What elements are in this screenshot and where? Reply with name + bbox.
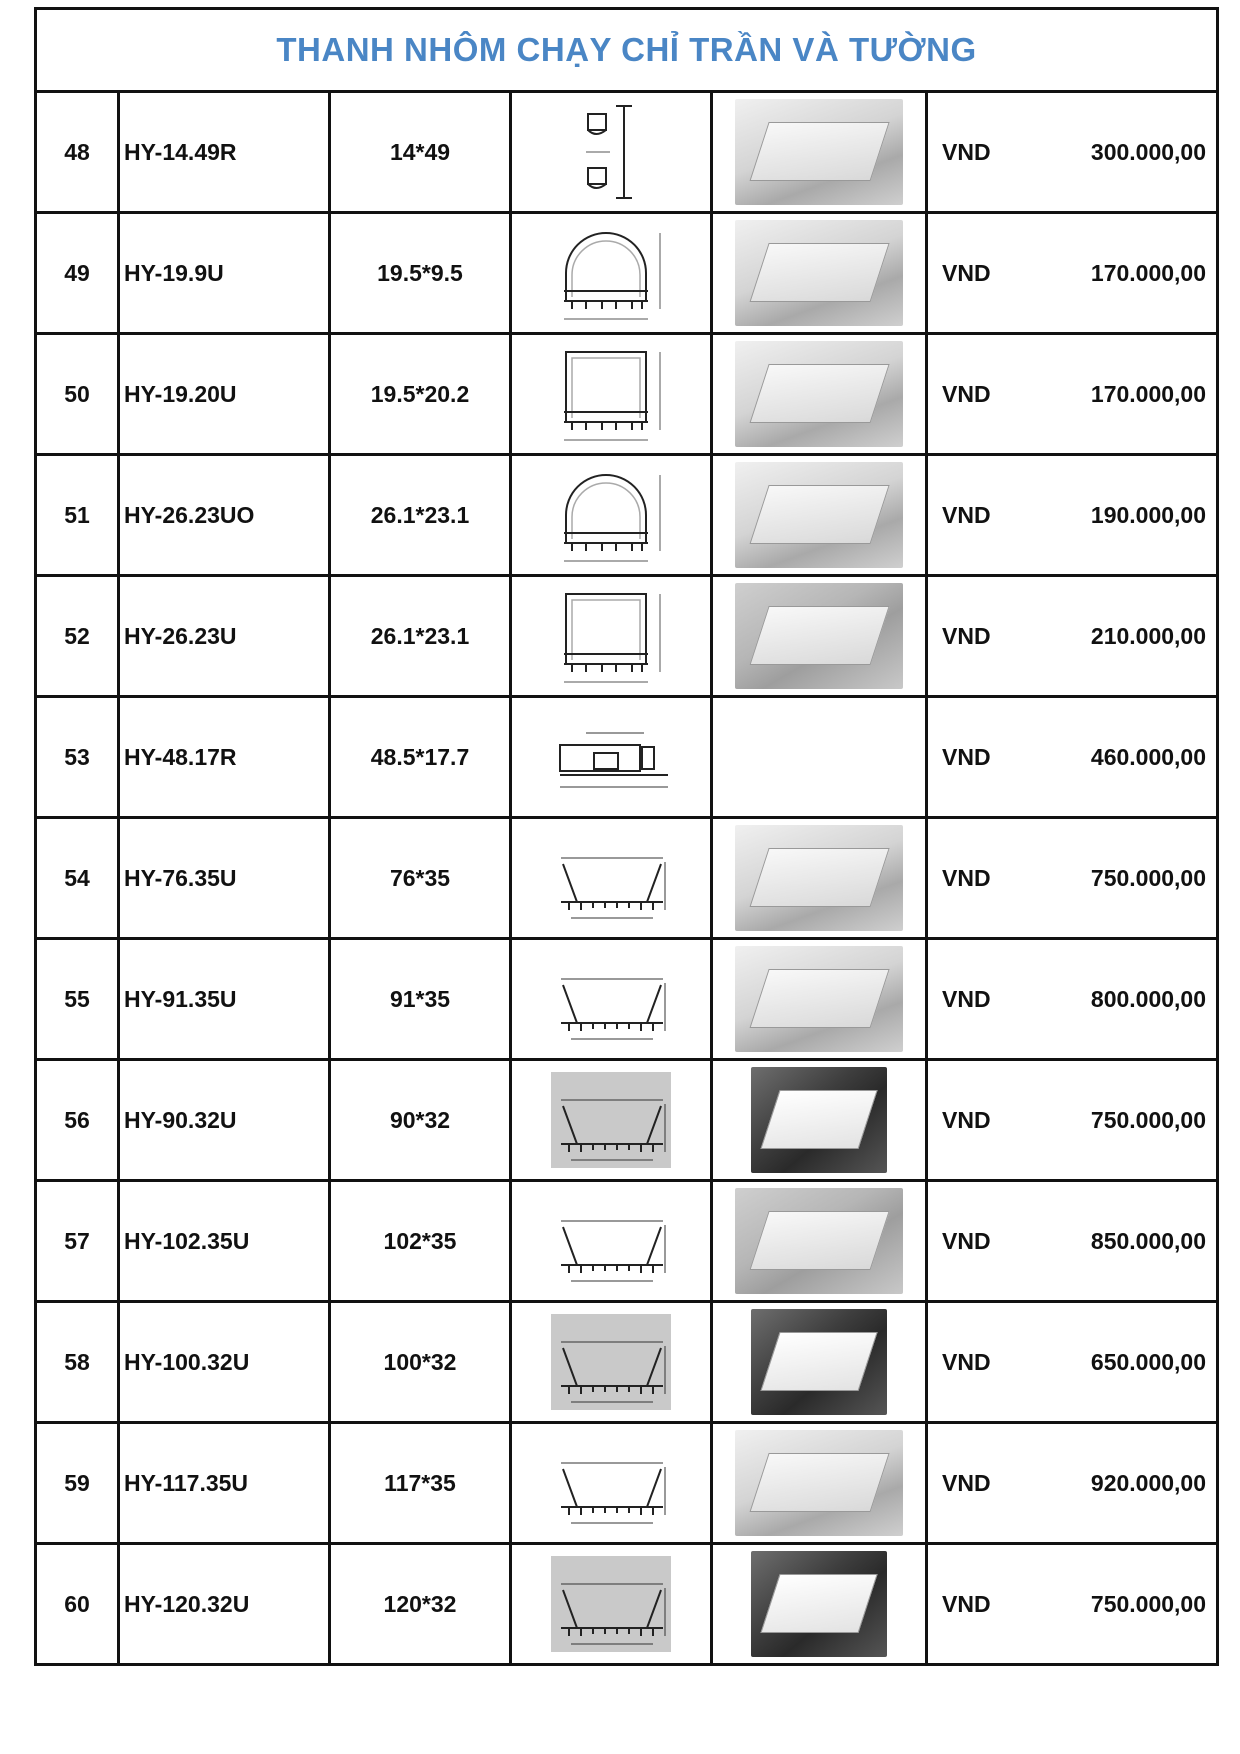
product-photo [712, 1181, 927, 1302]
table-row [36, 1423, 1218, 1544]
product-photo-image [751, 1067, 887, 1173]
profile-drawing-svg [552, 584, 670, 688]
profile-drawing-svg [551, 1435, 671, 1531]
item-size: 76*35 [330, 818, 511, 939]
price-table [34, 7, 1219, 1666]
item-number: 57 [36, 1181, 119, 1302]
profile-drawing [511, 576, 712, 697]
item-code: HY-14.49R [119, 92, 330, 213]
item-number: 48 [36, 92, 119, 213]
currency-label: VND [942, 985, 991, 1012]
item-code: HY-26.23UO [119, 455, 330, 576]
item-number: 58 [36, 1302, 119, 1423]
currency-label: VND [942, 743, 991, 770]
table-row [36, 1302, 1218, 1423]
profile-drawing [511, 334, 712, 455]
item-size: 91*35 [330, 939, 511, 1060]
product-photo [712, 1544, 927, 1665]
item-size: 26.1*23.1 [330, 576, 511, 697]
item-number: 55 [36, 939, 119, 1060]
profile-drawing-svg [552, 221, 670, 325]
table-row [36, 1181, 1218, 1302]
table-row [36, 213, 1218, 334]
profile-drawing-svg [551, 1193, 671, 1289]
item-number: 49 [36, 213, 119, 334]
product-photo-image [735, 583, 903, 689]
item-price [927, 576, 1218, 697]
item-code: HY-26.23U [119, 576, 330, 697]
product-photo [712, 576, 927, 697]
item-size: 100*32 [330, 1302, 511, 1423]
item-number: 54 [36, 818, 119, 939]
profile-drawing [511, 1181, 712, 1302]
item-size: 19.5*20.2 [330, 334, 511, 455]
item-number: 51 [36, 455, 119, 576]
product-photo [712, 1060, 927, 1181]
product-photo-image [735, 946, 903, 1052]
price-value: 800.000,00 [1090, 985, 1207, 1012]
table-row [36, 939, 1218, 1060]
product-photo-image [751, 1551, 887, 1657]
item-size: 48.5*17.7 [330, 697, 511, 818]
price-value: 750.000,00 [1090, 864, 1207, 891]
product-photo-image [735, 1188, 903, 1294]
item-price [927, 92, 1218, 213]
product-photo [712, 818, 927, 939]
item-price [927, 818, 1218, 939]
profile-drawing-svg [551, 1556, 671, 1652]
item-price [927, 1060, 1218, 1181]
product-photo [712, 334, 927, 455]
profile-drawing-svg [552, 463, 670, 567]
price-sheet [34, 7, 1216, 1666]
item-price [927, 1544, 1218, 1665]
item-size: 102*35 [330, 1181, 511, 1302]
item-price [927, 1302, 1218, 1423]
currency-label: VND [942, 1590, 991, 1617]
table-row [36, 818, 1218, 939]
price-value: 190.000,00 [1090, 501, 1207, 528]
item-price [927, 939, 1218, 1060]
product-photo-image [735, 99, 903, 205]
item-number: 52 [36, 576, 119, 697]
item-price [927, 455, 1218, 576]
price-value: 300.000,00 [1090, 138, 1207, 165]
currency-label: VND [942, 864, 991, 891]
product-photo-image [735, 825, 903, 931]
item-price [927, 1423, 1218, 1544]
profile-drawing [511, 697, 712, 818]
currency-label: VND [942, 380, 991, 407]
product-photo [712, 1423, 927, 1544]
profile-drawing-svg [552, 342, 670, 446]
table-row [36, 576, 1218, 697]
profile-drawing [511, 1060, 712, 1181]
profile-drawing [511, 1544, 712, 1665]
item-size: 120*32 [330, 1544, 511, 1665]
item-price [927, 1181, 1218, 1302]
price-value: 750.000,00 [1090, 1590, 1207, 1617]
table-row [36, 334, 1218, 455]
product-photo-image [735, 341, 903, 447]
item-code: HY-120.32U [119, 1544, 330, 1665]
product-photo-image [751, 1309, 887, 1415]
product-photo-image [735, 462, 903, 568]
item-code: HY-90.32U [119, 1060, 330, 1181]
item-size: 26.1*23.1 [330, 455, 511, 576]
profile-drawing-svg [546, 717, 676, 797]
price-value: 170.000,00 [1090, 380, 1207, 407]
currency-label: VND [942, 622, 991, 649]
item-code: HY-117.35U [119, 1423, 330, 1544]
item-code: HY-19.20U [119, 334, 330, 455]
product-photo [712, 92, 927, 213]
currency-label: VND [942, 501, 991, 528]
table-row [36, 1544, 1218, 1665]
table-row [36, 697, 1218, 818]
item-number: 59 [36, 1423, 119, 1544]
price-value: 650.000,00 [1090, 1348, 1207, 1375]
item-price [927, 334, 1218, 455]
product-photo-image [735, 220, 903, 326]
item-code: HY-102.35U [119, 1181, 330, 1302]
table-row [36, 92, 1218, 213]
item-price [927, 697, 1218, 818]
product-photo-image [735, 1430, 903, 1536]
profile-drawing [511, 939, 712, 1060]
price-value: 460.000,00 [1090, 743, 1207, 770]
item-size: 19.5*9.5 [330, 213, 511, 334]
item-number: 56 [36, 1060, 119, 1181]
profile-drawing [511, 1302, 712, 1423]
item-code: HY-91.35U [119, 939, 330, 1060]
item-code: HY-19.9U [119, 213, 330, 334]
profile-drawing-svg [551, 1072, 671, 1168]
table-row [36, 455, 1218, 576]
item-number: 53 [36, 697, 119, 818]
profile-drawing [511, 1423, 712, 1544]
profile-drawing [511, 818, 712, 939]
profile-drawing-svg [576, 100, 646, 204]
price-value: 920.000,00 [1090, 1469, 1207, 1496]
price-value: 170.000,00 [1090, 259, 1207, 286]
currency-label: VND [942, 138, 991, 165]
product-photo [712, 213, 927, 334]
price-value: 750.000,00 [1090, 1106, 1207, 1133]
item-code: HY-48.17R [119, 697, 330, 818]
price-value: 210.000,00 [1090, 622, 1207, 649]
currency-label: VND [942, 259, 991, 286]
profile-drawing-svg [551, 1314, 671, 1410]
profile-drawing [511, 92, 712, 213]
table-row [36, 1060, 1218, 1181]
item-code: HY-100.32U [119, 1302, 330, 1423]
currency-label: VND [942, 1106, 991, 1133]
product-photo [712, 939, 927, 1060]
item-size: 90*32 [330, 1060, 511, 1181]
product-photo [712, 697, 927, 818]
item-size: 117*35 [330, 1423, 511, 1544]
profile-drawing-svg [551, 951, 671, 1047]
profile-drawing [511, 213, 712, 334]
item-number: 60 [36, 1544, 119, 1665]
currency-label: VND [942, 1348, 991, 1375]
item-code: HY-76.35U [119, 818, 330, 939]
item-size: 14*49 [330, 92, 511, 213]
product-photo [712, 1302, 927, 1423]
item-number: 50 [36, 334, 119, 455]
product-photo [712, 455, 927, 576]
price-value: 850.000,00 [1090, 1227, 1207, 1254]
item-price [927, 213, 1218, 334]
profile-drawing [511, 455, 712, 576]
page-title: THANH NHÔM CHẠY CHỈ TRẦN VÀ TƯỜNG [276, 31, 977, 68]
profile-drawing-svg [551, 830, 671, 926]
currency-label: VND [942, 1227, 991, 1254]
currency-label: VND [942, 1469, 991, 1496]
title-row [36, 9, 1218, 92]
